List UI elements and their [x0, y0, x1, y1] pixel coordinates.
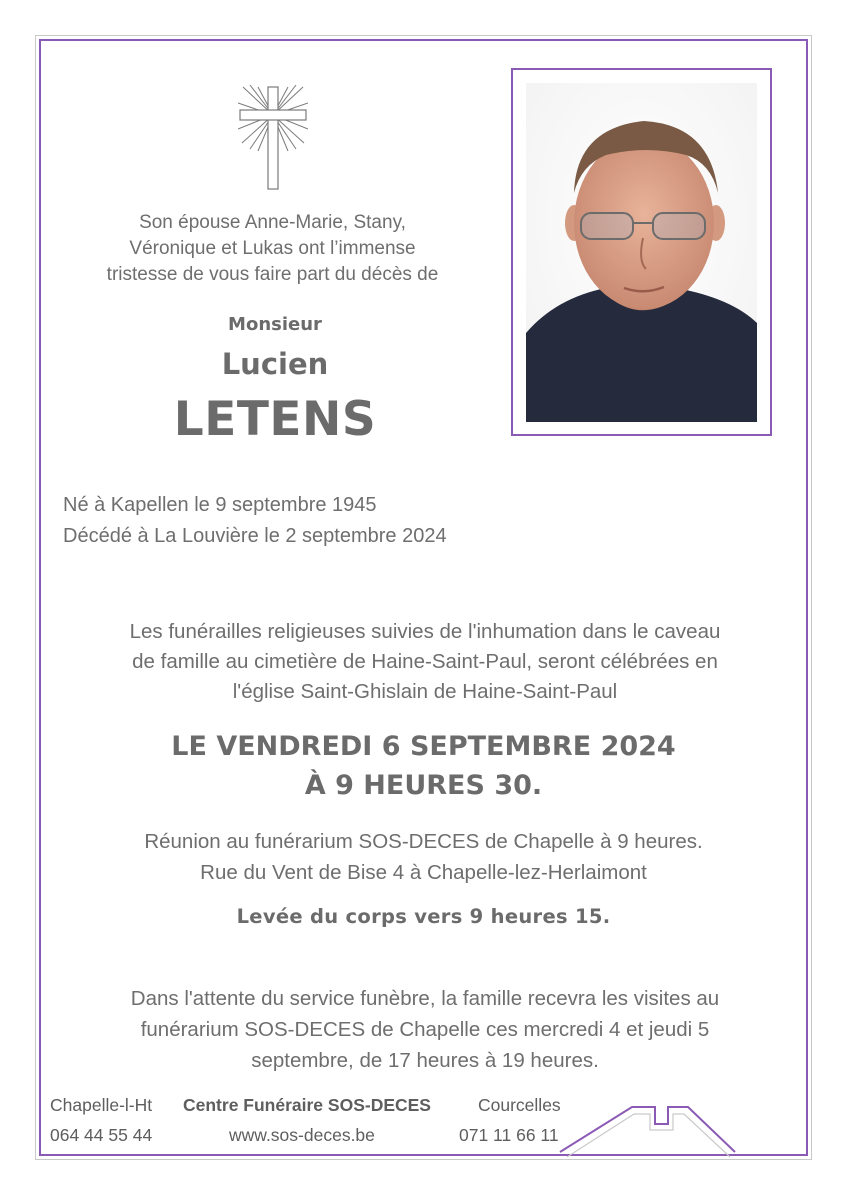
funeral-line: l'église Saint-Ghislain de Haine-Saint-Paul	[232, 680, 618, 703]
intro-line: Son épouse Anne-Marie, Stany,	[139, 212, 406, 233]
reunion-line: Réunion au funérarium SOS-DECES de Chapelle à 9 heures.	[144, 830, 703, 853]
footer-left-phone: 064 44 55 44	[50, 1125, 153, 1145]
footer-left-city: Chapelle-l-Ht	[50, 1095, 153, 1115]
reunion-text	[40, 826, 807, 888]
footer-company-name: Centre Funéraire SOS-DECES	[183, 1095, 431, 1115]
funeral-text	[55, 617, 795, 707]
intro-text	[60, 210, 485, 288]
birth-line: Né à Kapellen le 9 septembre 1945	[63, 494, 377, 516]
radiant-cross-icon	[238, 85, 308, 191]
reunion-address: Rue du Vent de Bise 4 à Chapelle-lez-Herlaimont	[200, 861, 647, 884]
deceased-first-name: Lucien	[221, 347, 329, 381]
funeral-line: de famille au cimetière de Haine-Saint-Paul, seront célébrées en	[132, 650, 718, 673]
footer-right-city: Courcelles	[478, 1095, 561, 1115]
visits-line: Dans l'attente du service funèbre, la famille recevra les visites au	[130, 987, 720, 1010]
ceremony-datetime	[40, 727, 807, 805]
deceased-title: Monsieur	[228, 314, 322, 335]
funeral-line: Les funérailles religieuses suivies de l'inhumation dans le caveau	[129, 620, 721, 643]
footer-right-phone: 071 11 66 11	[459, 1125, 559, 1145]
visits-text	[55, 983, 795, 1076]
visits-line: funérarium SOS-DECES de Chapelle ces mercredi 4 et jeudi 5	[140, 1018, 710, 1041]
ceremony-date: LE VENDREDI 6 SEPTEMBRE 2024	[171, 731, 676, 762]
life-dates	[63, 490, 447, 552]
intro-line: Véronique et Lukas ont l’immense	[129, 238, 416, 259]
intro-line: tristesse de vous faire part du décès de	[106, 264, 439, 285]
portrait-photo	[526, 83, 757, 422]
ceremony-time: À 9 HEURES 30.	[304, 770, 543, 801]
footer-website-link[interactable]: www.sos-deces.be	[229, 1125, 375, 1145]
death-line: Décédé à La Louvière le 2 septembre 2024	[63, 525, 447, 547]
visits-line: septembre, de 17 heures à 19 heures.	[251, 1049, 599, 1072]
deceased-last-name: LETENS	[173, 392, 377, 447]
levee-text: Levée du corps vers 9 heures 15.	[236, 905, 611, 928]
